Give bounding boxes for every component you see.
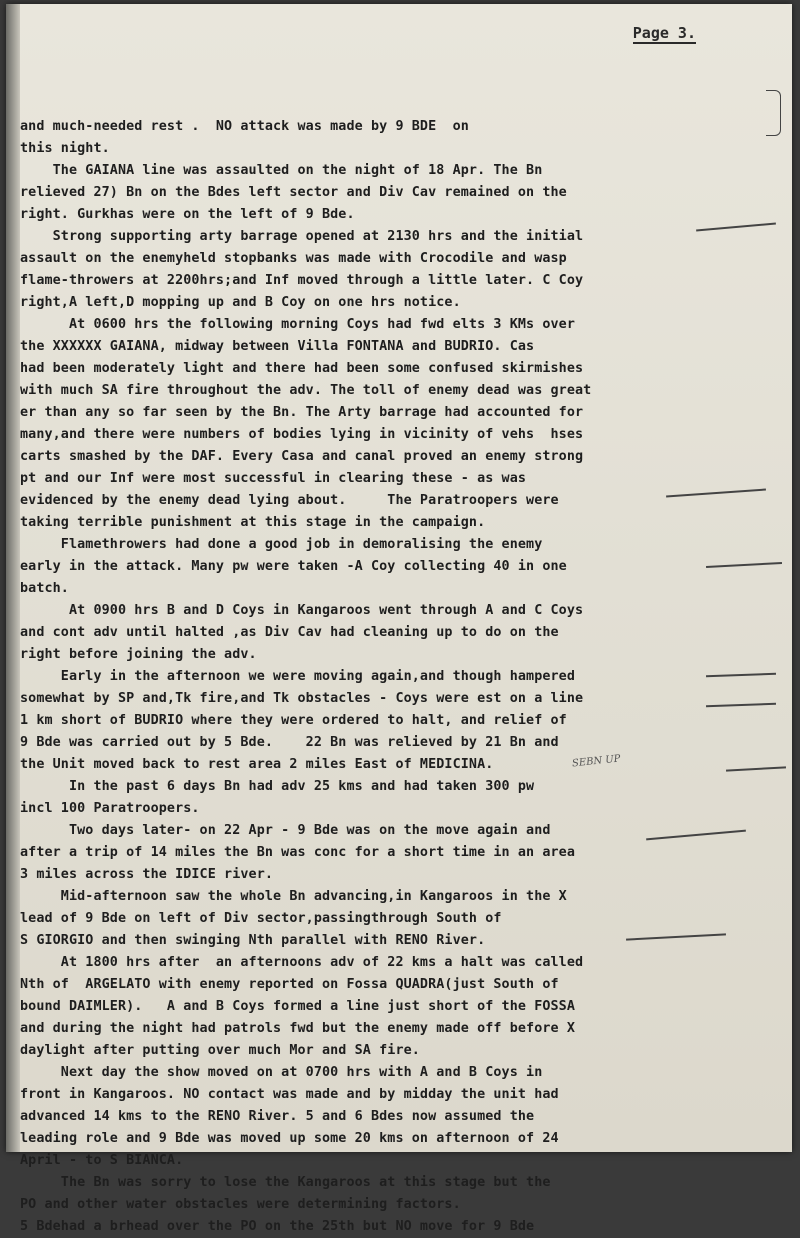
text-line: and much-needed rest . NO attack was made by 9 BDE on xyxy=(20,119,469,134)
text-line: Strong supporting arty barrage opened at 2130 hrs and the initial xyxy=(20,229,584,244)
text-line: Two days later- on 22 Apr - 9 Bde was on the move again and xyxy=(20,823,551,838)
text-line: had been moderately light and there had been some confused skirmishes xyxy=(20,361,584,376)
text-line: At 1800 hrs after an afternoons adv of 22 kms a halt was called xyxy=(20,955,584,970)
text-line: right before joining the adv. xyxy=(20,647,257,662)
text-line: Flamethrowers had done a good job in demoralising the enemy xyxy=(20,537,543,552)
text-line: 1 km short of BUDRIO where they were ordered to halt, and relief of xyxy=(20,713,567,728)
text-line: daylight after putting over much Mor and SA fire. xyxy=(20,1043,420,1058)
text-line: somewhat by SP and,Tk fire,and Tk obstacles - Coys were est on a line xyxy=(20,691,584,706)
text-line: S GIORGIO and then swinging Nth parallel with RENO River. xyxy=(20,933,486,948)
text-line: front in Kangaroos. NO contact was made and by midday the unit had xyxy=(20,1087,559,1102)
text-line: bound DAIMLER). A and B Coys formed a line just short of the FOSSA xyxy=(20,999,576,1014)
text-line: the Unit moved back to rest area 2 miles East of MEDICINA. xyxy=(20,757,494,772)
text-line: At 0900 hrs B and D Coys in Kangaroos went through A and C Coys xyxy=(20,603,584,618)
document-page xyxy=(6,4,792,1234)
margin-bracket xyxy=(766,90,781,136)
text-line: the XXXXXX GAIANA, midway between Villa FONTANA and BUDRIO. Cas xyxy=(20,339,535,354)
text-line: Next day the show moved on at 0700 hrs with A and B Coys in xyxy=(20,1065,543,1080)
text-line: assault on the enemyheld stopbanks was made with Crocodile and wasp xyxy=(20,251,567,266)
text-line: 9 Bde was carried out by 5 Bde. 22 Bn was relieved by 21 Bn and xyxy=(20,735,559,750)
text-line: relieved 27) Bn on the Bdes left sector and Div Cav remained on the xyxy=(20,185,567,200)
text-line: April - to S BIANCA. xyxy=(20,1153,184,1168)
text-line: The Bn was sorry to lose the Kangaroos at this stage but the xyxy=(20,1175,551,1190)
text-line: Mid-afternoon saw the whole Bn advancing,in Kangaroos in the X xyxy=(20,889,567,904)
text-line: At 0600 hrs the following morning Coys had fwd elts 3 KMs over xyxy=(20,317,576,332)
pencil-annotation: SEBN UP xyxy=(571,753,622,770)
text-line: PO and other water obstacles were determining factors. xyxy=(20,1197,461,1212)
text-line: carts smashed by the DAF. Every Casa and canal proved an enemy strong xyxy=(20,449,584,464)
text-line: pt and our Inf were most successful in clearing these - as was xyxy=(20,471,527,486)
text-line: 3 miles across the IDICE river. xyxy=(20,867,274,882)
text-line: advanced 14 kms to the RENO River. 5 and 6 Bdes now assumed the xyxy=(20,1109,535,1124)
typed-text-body xyxy=(20,50,784,1238)
text-line: evidenced by the enemy dead lying about. The Paratroopers were xyxy=(20,493,559,508)
text-line: this night. xyxy=(20,141,110,156)
text-line: Early in the afternoon we were moving again,and though hampered xyxy=(20,669,576,684)
text-line: right,A left,D mopping up and B Coy on one hrs notice. xyxy=(20,295,461,310)
page-number: Page 3. xyxy=(632,24,696,42)
text-line: Nth of ARGELATO with enemy reported on Fossa QUADRA(just South of xyxy=(20,977,559,992)
text-line: taking terrible punishment at this stage in the campaign. xyxy=(20,515,486,530)
text-line: In the past 6 days Bn had adv 25 kms and had taken 300 pw xyxy=(20,779,535,794)
text-line: after a trip of 14 miles the Bn was conc for a short time in an area xyxy=(20,845,576,860)
text-line: lead of 9 Bde on left of Div sector,passingthrough South of xyxy=(20,911,502,926)
text-line: batch. xyxy=(20,581,69,596)
text-line: er than any so far seen by the Bn. The Arty barrage had accounted for xyxy=(20,405,584,420)
text-line: early in the attack. Many pw were taken -A Coy collecting 40 in one xyxy=(20,559,567,574)
text-line: incl 100 Paratroopers. xyxy=(20,801,200,816)
text-line: many,and there were numbers of bodies lying in vicinity of vehs hses xyxy=(20,427,584,442)
text-line: and during the night had patrols fwd but the enemy made off before X xyxy=(20,1021,576,1036)
text-line: The GAIANA line was assaulted on the night of 18 Apr. The Bn xyxy=(20,163,543,178)
text-line: right. Gurkhas were on the left of 9 Bde. xyxy=(20,207,355,222)
text-line: leading role and 9 Bde was moved up some 20 kms on afternoon of 24 xyxy=(20,1131,559,1146)
text-line: 5 Bdehad a brhead over the PO on the 25th but NO move for 9 Bde xyxy=(20,1219,535,1234)
text-line: flame-throwers at 2200hrs;and Inf moved through a little later. C Coy xyxy=(20,273,584,288)
binding-edge xyxy=(6,4,20,1152)
text-line: and cont adv until halted ,as Div Cav had cleaning up to do on the xyxy=(20,625,559,640)
text-line: with much SA fire throughout the adv. The toll of enemy dead was great xyxy=(20,383,592,398)
